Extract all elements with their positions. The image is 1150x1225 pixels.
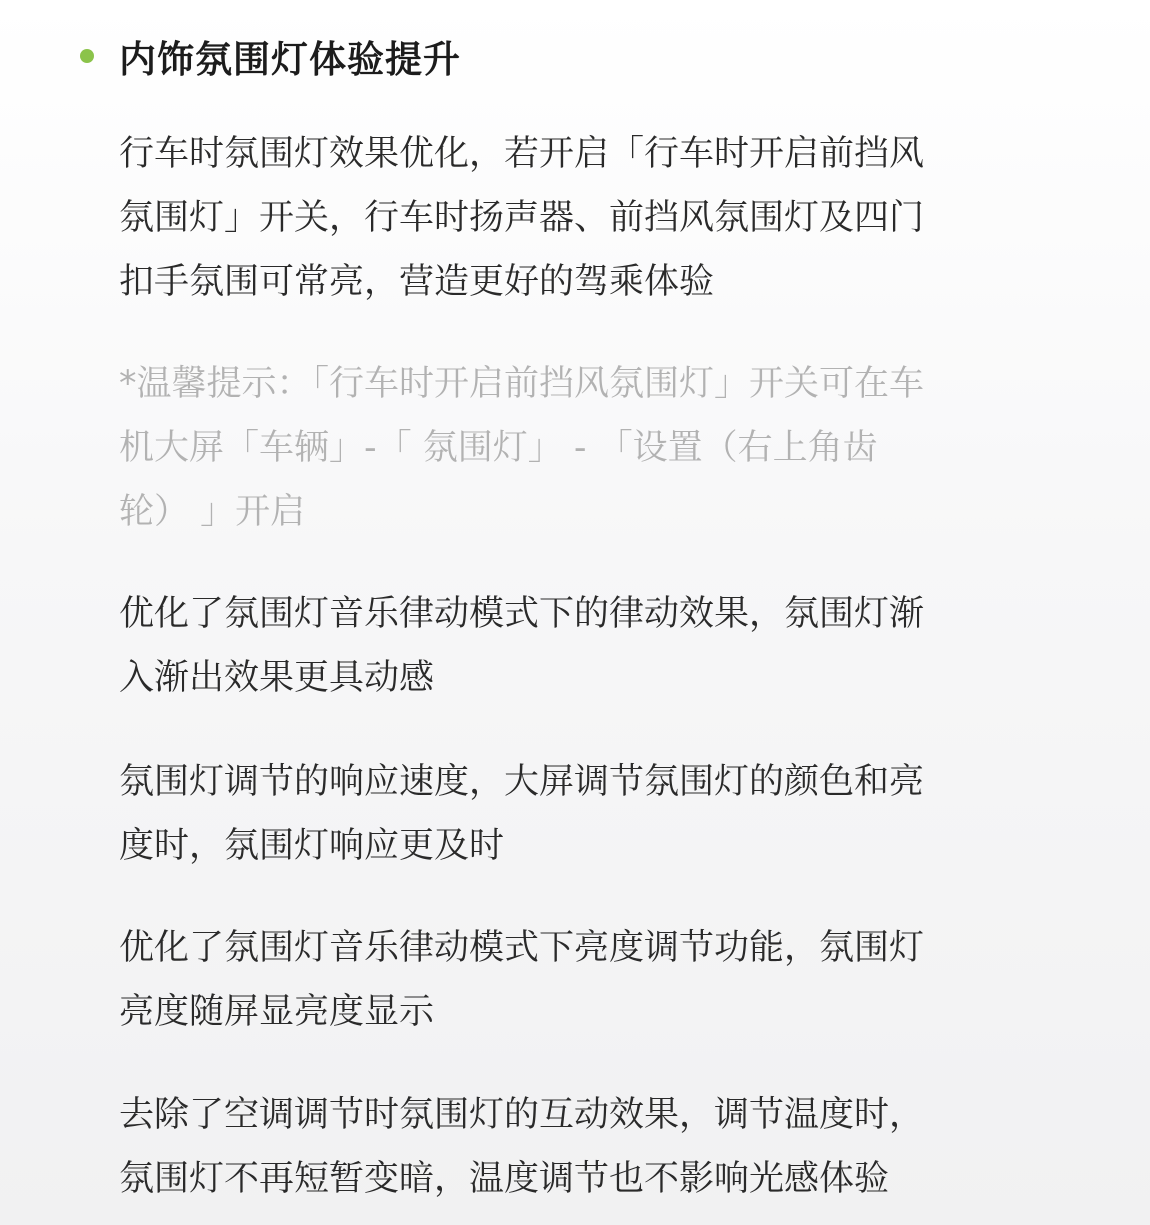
paragraph-line: 度时，氛围灯响应更及时 <box>119 826 505 866</box>
paragraph-response-speed <box>119 750 1069 878</box>
paragraph-line: 去除了空调调节时氛围灯的互动效果，调节温度时， <box>119 1095 925 1135</box>
section-title: 内饰氛围灯体验提升 <box>119 38 461 81</box>
paragraph-music-rhythm-effect <box>119 582 1069 710</box>
paragraph-line: 氛围灯不再短暂变暗，温度调节也不影响光感体验 <box>119 1159 890 1199</box>
paragraph-line: 入渐出效果更具动感 <box>119 658 435 698</box>
section-header <box>0 30 1150 90</box>
paragraph-line: 行车时氛围灯效果优化，若开启「行车时开启前挡风 <box>119 134 925 174</box>
bullet-dot-icon <box>80 49 94 63</box>
tip-line: 机大屏「车辆」-「 氛围灯」 - 「设置（右上角齿 <box>119 428 878 468</box>
paragraph-driving-ambient-optimization <box>119 122 1069 314</box>
tip-line: 轮） 」开启 <box>119 492 306 532</box>
paragraph-line: 优化了氛围灯音乐律动模式下亮度调节功能，氛围灯 <box>119 928 925 968</box>
tip-note <box>119 352 1069 544</box>
paragraph-line: 氛围灯」开关，行车时扬声器、前挡风氛围灯及四门 <box>119 198 925 238</box>
paragraph-line: 氛围灯调节的响应速度，大屏调节氛围灯的颜色和亮 <box>119 762 925 802</box>
paragraph-music-brightness <box>119 916 1069 1044</box>
paragraph-line: 扣手氛围可常亮，营造更好的驾乘体验 <box>119 262 715 302</box>
tip-line: *温馨提示：「行车时开启前挡风氛围灯」开关可在车 <box>119 364 925 404</box>
paragraph-line: 亮度随屏显亮度显示 <box>119 992 435 1032</box>
paragraph-ac-interaction-removed <box>119 1083 1069 1211</box>
paragraph-line: 优化了氛围灯音乐律动模式下的律动效果，氛围灯渐 <box>119 594 925 634</box>
